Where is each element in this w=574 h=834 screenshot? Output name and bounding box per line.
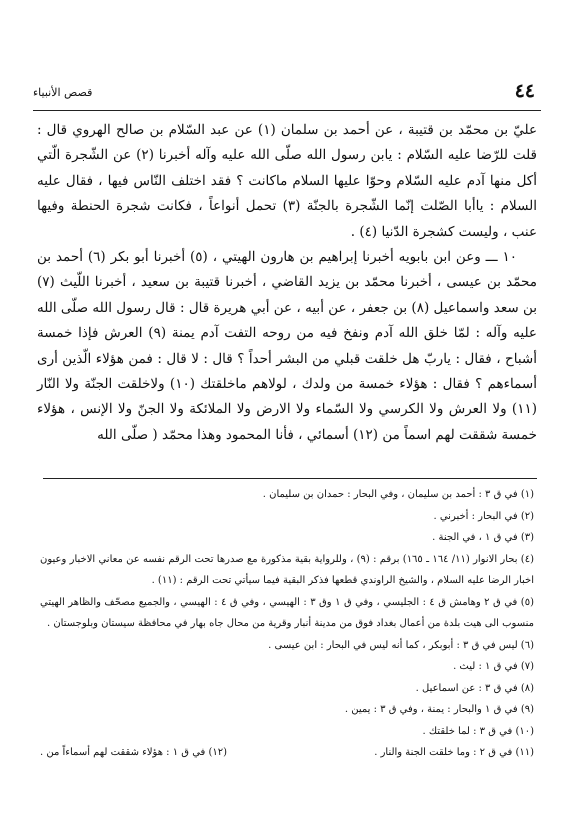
footnote: (٦) ليس في ق ٣ : أبوبكر ، كما أنه ليس في البحار : ابن عيسى . xyxy=(268,639,534,651)
paragraph: عليّ بن محمّد بن قتيبة ، عن أحمد بن سلمان (١) عن عبد السّلام بن صالح الهروي قال : قلت للرّضا عليه السّلام : يابن رسول الله صلّى الله عليه وآله أخبرنا (٢) عن الشّجرة الّتي أكل منها آدم عليه السّلام وحوّا عليها السلام ماكانت ؟ فقد اختلف النّاس فيها ، فقال عليه السلام : ياأبا الصّلت إنّما الشّجرة بالجنّة (٣) تحمل أنواعاً ، فكانت شجرة الحنطة وفيها عنب ، وليست كشجرة الدّنيا (٤) . xyxy=(37,122,537,240)
footnote: (٥) في ق ٢ وهامش ق ٤ : الجليسي ، وفي ق ١ وق ٣ : الهيسي ، وفي ق ٤ : الهيسي ، والجميع مصحّف والظاهر الهيتي منسوب الى هيت بلدة من أعمال بغداد فوق من مدينة أنبار وقرية من محال جاه بهار في محافظة سيستان وبلوجستان . xyxy=(40,596,534,629)
page-header xyxy=(33,80,541,110)
footnote: (١١) في ق ٢ : وما خلقت الجنة والنار . xyxy=(374,747,534,758)
footnote: (٩) في ق ١ والبحار : يمنة ، وفي ق ٣ : يمين . xyxy=(344,704,534,715)
page-number: ٤٤ xyxy=(514,80,535,102)
paragraph: ١٠ ـــ وعن ابن بابويه أخبرنا إبراهيم بن هارون الهيتي ، (٥) أخبرنا أبو بكر (٦) أحمد بن محمّد بن عيسى ، أخبرنا محمّد بن يزيد القاضي ، أخبرنا قتيبة بن سعيد ، أخبرنا اللّيث (٧) بن سعد واسماعيل (٨) بن جعفر ، عن أبيه ، عن أبي هريرة قال : قال رسول الله صلّى الله عليه وآله : لمّا خلق الله آدم ونفخ فيه من روحه التفت آدم يمنة (٩) العرش فإذا خمسة أشباح ، فقال : ياربّ هل خلقت قبلي من البشر أحداً ؟ قال : لا قال : فمن هؤلاء الّذين أرى أسماءهم ؟ فقال : هؤلاء خمسة من ولدك ، لولاهم ماخلقتك (١٠) ولاخلقت الجنّة ولا النّار (١١) ولا العرش ولا الكرسي ولا السّماء ولا الارض ولا الملائكة ولا الجنّ ولا الإنس ، هؤلاء خمسة شققت لهم اسماً من (١٢) أسمائي ، فأنا المحمود وهذا محمّد ( صلّى الله xyxy=(37,249,538,443)
footnote: (٨) في ق ٣ : عن اسماعيل . xyxy=(415,682,534,694)
footnote: (١) في ق ٣ : أحمد بن سليمان ، وفي البحار : حمدان بن سليمان . xyxy=(262,489,534,500)
footnote: (١٢) في ق ١ : هؤلاء شققت لهم أسماءاً من . xyxy=(40,747,228,758)
footnote: (٣) في ق ١ ، في الجنة . xyxy=(432,532,534,543)
footnote: (٢) في البحار : أخبرني . xyxy=(433,510,534,522)
running-title: قصص الأنبياء xyxy=(33,86,93,99)
footnote-pair xyxy=(40,742,534,764)
footnotes xyxy=(40,484,534,764)
footnote: (٧) في ق ١ : ليث . xyxy=(453,661,534,672)
main-text xyxy=(37,118,537,448)
footnote: (٤) بحار الانوار (١١/ ١٦٤ ـ ١٦٥) برقم : (٩) ، وللرواية بقية مذكورة مع صدرها تحت الرقم نفسه عن معاني الاخبار وعيون اخبار الرضا عليه السلام ، والشيخ الراوندي قطعها فذكر البقية فيما سيأتي تحت الرقم : (١١) . xyxy=(40,553,534,586)
footnote-separator xyxy=(43,478,537,479)
header-rule xyxy=(33,110,541,111)
footnote: (١٠) في ق ٣ : لما خلقتك . xyxy=(422,725,534,737)
